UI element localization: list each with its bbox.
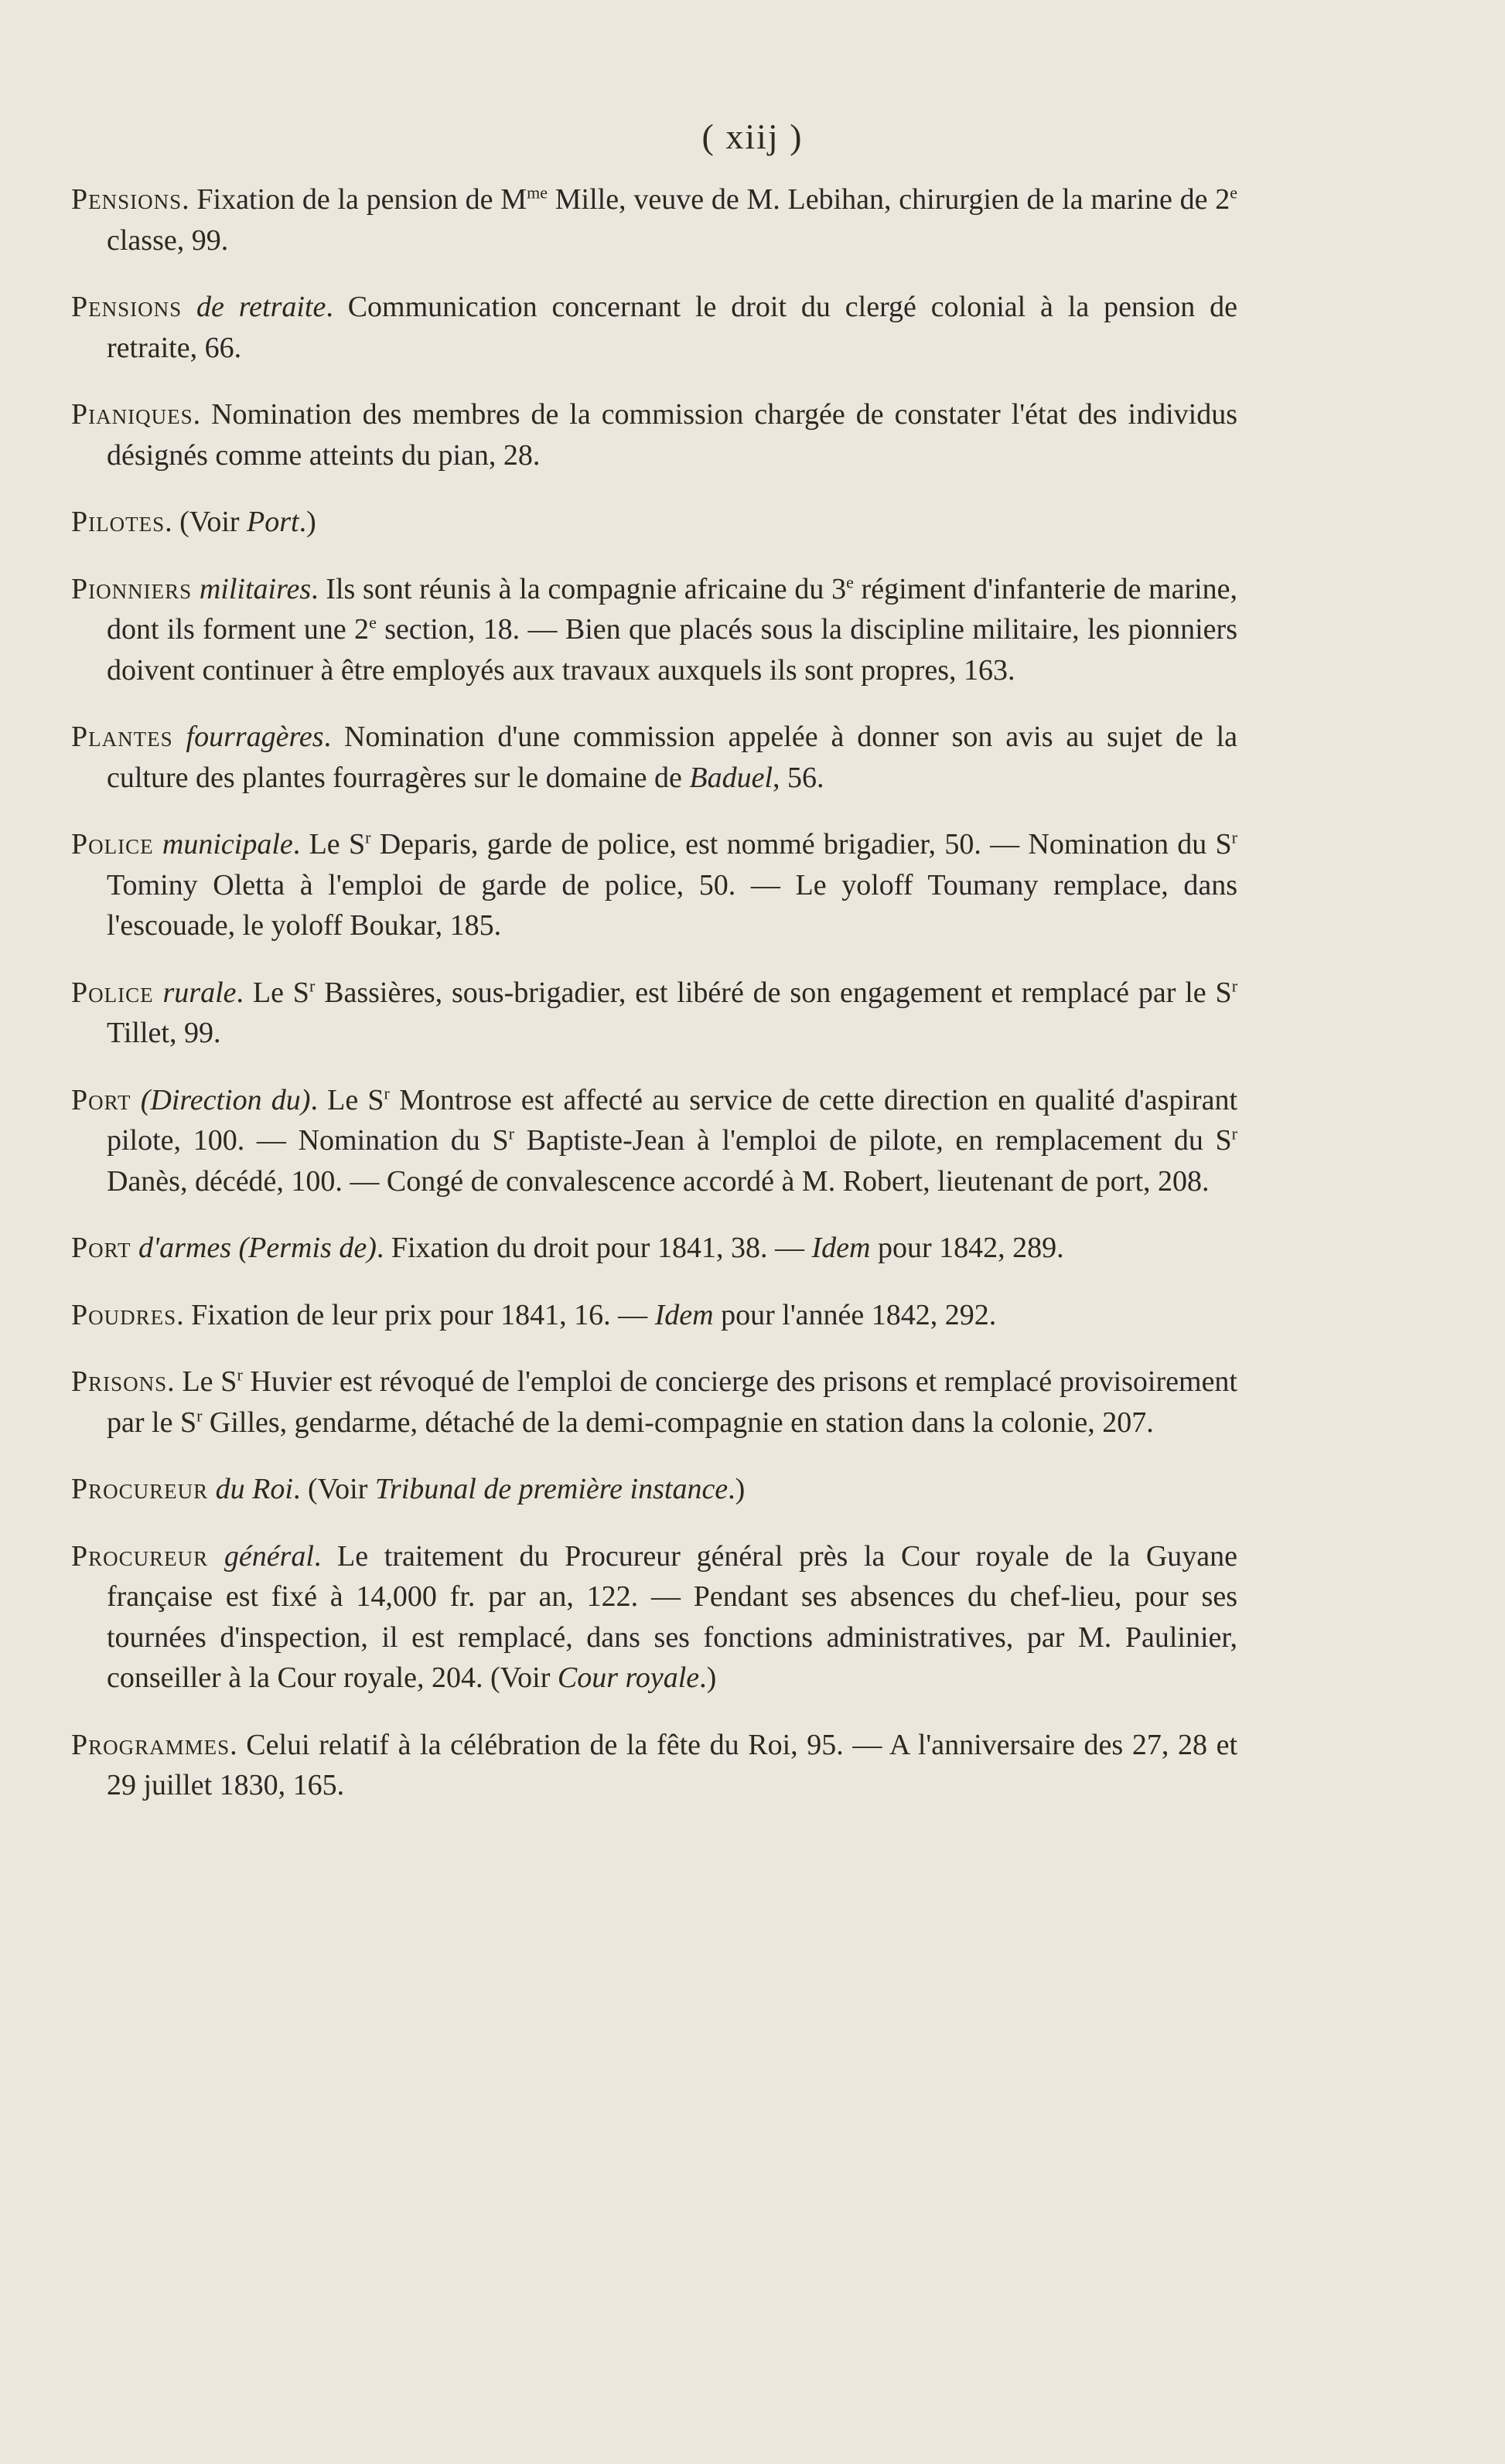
entry-headword: Police — [71, 828, 154, 861]
entry-qualifier: général — [224, 1539, 314, 1573]
entry-text: . Nomination d'une commission appelée à donner son avis au sujet de la culture des plantes fourragères sur le domaine de — [107, 721, 1237, 794]
index-entry-pensions-retraite — [71, 287, 1237, 368]
entry-idem: Idem — [811, 1232, 871, 1264]
entry-text: pour l'année 1842, 292. — [713, 1298, 997, 1331]
entry-superscript: r — [384, 1082, 390, 1102]
entry-headword: Prisons — [71, 1365, 168, 1398]
entry-superscript: r — [196, 1405, 203, 1425]
entry-superscript: me — [527, 182, 548, 203]
entry-text: , 56. — [773, 761, 824, 794]
entry-text: Montrose est affecté au service de cette direction en qualité d'aspirant pilote, 100. — Nomination du S — [107, 1083, 1237, 1157]
entry-text: . Celui relatif à la célébration de la fête du Roi, 95. — A l'anniversaire des 27, 28 et 29 juillet 1830, 165. — [107, 1728, 1237, 1801]
entry-superscript: e — [846, 571, 854, 591]
entry-qualifier: de retraite — [196, 291, 326, 323]
entry-idem: Idem — [654, 1298, 714, 1331]
entry-headword: Port — [71, 1232, 131, 1264]
entry-text: . Fixation de la pension de M — [182, 183, 527, 216]
entry-cross-reference: Cour royale — [557, 1661, 700, 1694]
index-entry-programmes — [71, 1725, 1237, 1806]
entry-place-name: Baduel — [689, 761, 773, 794]
entry-text: Deparis, garde de police, est nommé brigadier, 50. — Nomination du S — [370, 828, 1232, 861]
entry-headword: Plantes — [71, 721, 173, 753]
entry-text: .) — [728, 1473, 746, 1505]
index-entry-pianiques — [71, 394, 1237, 475]
entry-headword: Port — [71, 1083, 131, 1116]
index-entry-pionniers — [71, 569, 1237, 691]
index-entry-procureur-general — [71, 1536, 1237, 1699]
entry-headword: Pianiques — [71, 398, 193, 431]
entry-text: . Le S — [167, 1365, 237, 1398]
entry-text: . Fixation de leur prix pour 1841, 16. — — [176, 1298, 655, 1331]
entry-text: Baptiste-Jean à l'emploi de pilote, en remplacement du S — [514, 1124, 1232, 1157]
entry-superscript: r — [237, 1365, 243, 1385]
entry-qualifier: municipale — [162, 828, 293, 861]
entry-qualifier: (Direction du) — [140, 1083, 311, 1116]
entry-text: . Ils sont réunis à la compagnie africaine du 3 — [311, 572, 847, 605]
entry-text: . Le S — [292, 828, 366, 861]
index-entry-police-rurale — [71, 973, 1237, 1054]
entry-qualifier: rurale — [162, 976, 237, 1009]
index-entry-police-municipale — [71, 824, 1237, 946]
entry-superscript: r — [365, 827, 371, 847]
entry-text: section, 18. — Bien que placés sous la discipline militaire, les pionniers doivent continuer à être employés aux travaux auxquels ils sont propres, 163. — [107, 613, 1237, 687]
entry-text: . Le S — [236, 976, 309, 1009]
entry-text: Gilles, gendarme, détaché de la demi-compagnie en station dans la colonie, 207. — [202, 1406, 1154, 1439]
entry-qualifier: d'armes (Permis de) — [138, 1232, 377, 1264]
index-entry-port-direction — [71, 1080, 1237, 1202]
entry-headword: Pensions — [71, 183, 183, 216]
entry-superscript: r — [309, 975, 316, 995]
entry-cross-reference: Port — [247, 506, 299, 538]
entry-headword: Pensions — [71, 291, 183, 323]
entry-superscript: r — [508, 1123, 514, 1143]
entry-text: régiment d'infanterie de marine, dont ils forment une 2 — [107, 572, 1238, 646]
entry-superscript: r — [1231, 827, 1237, 847]
entry-text: .) — [699, 1661, 717, 1694]
entry-text: . (Voir — [165, 506, 247, 538]
entry-headword: Pionniers — [71, 572, 193, 605]
index-entry-procureur-roi — [71, 1469, 1237, 1510]
index-entry-prisons — [71, 1362, 1237, 1443]
entry-text: Mille, veuve de M. Lebihan, chirurgien de la marine de 2 — [547, 183, 1230, 216]
entry-text: .) — [299, 506, 316, 538]
entry-headword: Procureur — [71, 1473, 209, 1505]
entry-headword: Poudres — [71, 1298, 177, 1331]
entry-text: Huvier est révoqué de l'emploi de concierge des prisons et remplacé provisoirement par le S — [107, 1365, 1237, 1439]
entry-superscript: r — [1231, 1123, 1237, 1143]
entry-text: pour 1842, 289. — [870, 1232, 1064, 1264]
entry-text: . Fixation du droit pour 1841, 38. — — [376, 1232, 812, 1264]
entry-headword: Pilotes — [71, 506, 166, 538]
entry-superscript: e — [369, 612, 377, 632]
index-entry-plantes — [71, 717, 1237, 798]
entry-text: Danès, décédé, 100. — Congé de convalescence accordé à M. Robert, lieutenant de port, 208. — [107, 1164, 1210, 1198]
entry-qualifier: du Roi — [215, 1473, 293, 1505]
entry-text: Tillet, 99. — [107, 1017, 221, 1049]
entry-superscript: r — [1231, 975, 1238, 995]
entry-text: . Le traitement du Procureur général près la Cour royale de la Guyane française est fixé à 14,000 fr. par an, 122. — Pendant ses absences du chef-lieu, pour ses tournées d'inspection, il est remplacé, dans ses fonctions administratives, par M. Paulinier, conseiller à la Cour royale, 204. (Voir — [107, 1539, 1238, 1694]
index-entries — [71, 179, 1237, 1832]
index-entry-port-armes — [71, 1228, 1237, 1269]
index-entry-pensions — [71, 179, 1237, 261]
entry-headword: Procureur — [71, 1539, 209, 1573]
entry-text: . Le S — [310, 1083, 384, 1116]
entry-qualifier: militaires — [199, 572, 312, 605]
entry-headword: Programmes — [71, 1728, 230, 1761]
entry-qualifier: fourragères — [186, 721, 324, 753]
entry-text: . (Voir — [292, 1473, 375, 1505]
entry-cross-reference: Tribunal de première instance — [374, 1473, 729, 1505]
index-entry-pilotes — [71, 502, 1237, 543]
entry-text: classe, 99. — [107, 223, 229, 257]
entry-superscript: e — [1230, 182, 1237, 203]
entry-text: Bassières, sous-brigadier, est libéré de son engagement et remplacé par le S — [315, 976, 1232, 1009]
entry-text: . Communication concernant le droit du clergé colonial à la pension de retraite, 66. — [107, 291, 1238, 364]
index-entry-poudres — [71, 1295, 1237, 1336]
page-number: ( xiij ) — [701, 117, 804, 156]
entry-headword: Police — [71, 976, 154, 1009]
entry-text: . Nomination des membres de la commission chargée de constater l'état des individus désignés comme atteints du pian, 28. — [107, 398, 1237, 472]
entry-text: Tominy Oletta à l'emploi de garde de police, 50. — Le yoloff Toumany remplace, dans l'escouade, le yoloff Boukar, 185. — [107, 868, 1237, 942]
